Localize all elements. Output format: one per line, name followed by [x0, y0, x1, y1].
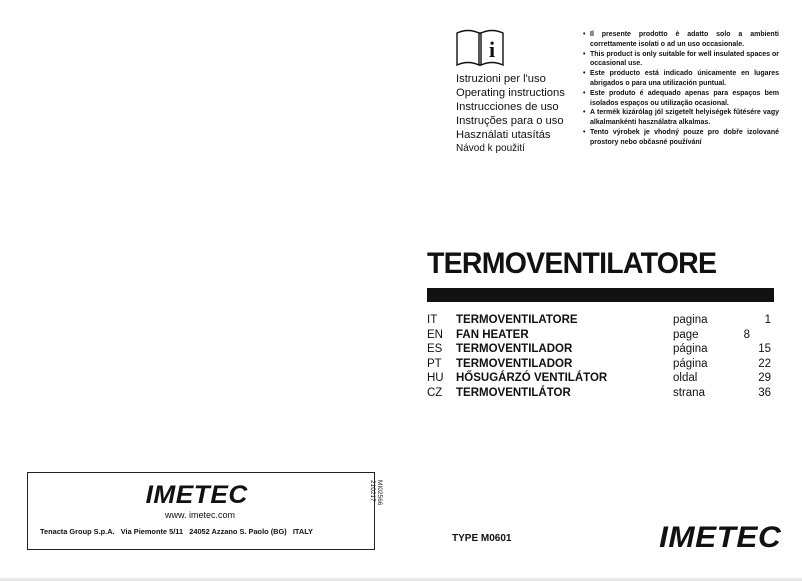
index-page-word: pagina	[673, 314, 708, 326]
note-item: • Este produto é adequado apenas para espaços bem isolados espaços ou utilização ocasional.	[583, 89, 779, 109]
index-row	[427, 328, 777, 343]
svg-text:i: i	[488, 37, 496, 62]
index-page-number: 29	[758, 372, 771, 384]
index-section-name: FAN HEATER	[456, 328, 529, 341]
index-row	[427, 371, 777, 386]
index-row	[427, 313, 777, 328]
index-page-word: página	[673, 357, 708, 370]
open-book-info-icon	[455, 27, 505, 67]
index-section-name: HŐSUGÁRZÓ VENTILÁTOR	[456, 372, 608, 384]
index-page-word: strana	[673, 386, 705, 399]
index-page-word: oldal	[673, 372, 698, 384]
index-lang-code: HU	[427, 372, 444, 384]
index-section-name: TERMOVENTILÁTOR	[456, 386, 571, 399]
suitability-notes	[583, 30, 779, 148]
index-page-number: 8	[743, 328, 750, 341]
language-item: Instruções para o uso	[456, 115, 564, 127]
website-text: www. imetec.com	[164, 510, 235, 520]
index-lang-code: IT	[427, 314, 438, 326]
index-lang-code: PT	[427, 357, 442, 370]
index-page-number: 15	[758, 343, 771, 355]
note-item: • This product is only suitable for well insulated spaces or occasional use.	[583, 50, 779, 70]
imetec-logo: IMETEC	[145, 481, 248, 509]
language-item: Használati utasítás	[456, 129, 551, 141]
note-item: • Tento výrobek je vhodný pouze pro dobře izolované prostory nebo občasné používání	[583, 128, 779, 148]
index-page-number: 22	[758, 357, 771, 370]
model-type: TYPE M0601	[452, 533, 512, 544]
document-code-line: 210217	[369, 480, 376, 502]
product-title: TERMOVENTILATORE	[427, 247, 717, 280]
index-page-number: 1	[764, 314, 771, 326]
index-lang-code: CZ	[427, 386, 443, 399]
index-page-number: 36	[758, 386, 771, 399]
index-row	[427, 342, 777, 357]
index-page-word: page	[673, 328, 699, 341]
note-item: • Este producto está indicado únicamente en lugares abrigados o para una utilización puntual.	[583, 69, 779, 89]
index-section-name: TERMOVENTILADOR	[456, 357, 573, 370]
document-code-line: MI02566	[376, 480, 383, 506]
title-rule	[427, 288, 774, 302]
index-lang-code: EN	[427, 328, 443, 341]
note-item: • A termék kizárólag jól szigetelt helyiségek fűtésére vagy alkalmankénti használatra alkalmas.	[583, 108, 779, 128]
index-row	[427, 357, 777, 372]
language-item: Istruzioni per l'uso	[456, 73, 546, 85]
brand-logo: IMETEC	[659, 521, 782, 554]
index-row	[427, 386, 777, 401]
index-lang-code: ES	[427, 343, 443, 355]
language-index	[427, 313, 777, 400]
company-address: Tenacta Group S.p.A. Via Piemonte 5/11 24052 Azzano S. Paolo (BG) ITALY	[40, 527, 313, 536]
index-page-word: página	[673, 343, 708, 355]
index-section-name: TERMOVENTILADOR	[456, 343, 573, 355]
instructions-language-list	[456, 72, 586, 156]
language-item: Návod k použití	[456, 143, 525, 154]
note-item: • Il presente prodotto è adatto solo a ambienti correttamente isolati o ad un uso occasionale.	[583, 30, 779, 50]
index-section-name: TERMOVENTILATORE	[456, 314, 578, 326]
language-item: Instrucciones de uso	[456, 101, 559, 113]
language-item: Operating instructions	[456, 87, 565, 99]
